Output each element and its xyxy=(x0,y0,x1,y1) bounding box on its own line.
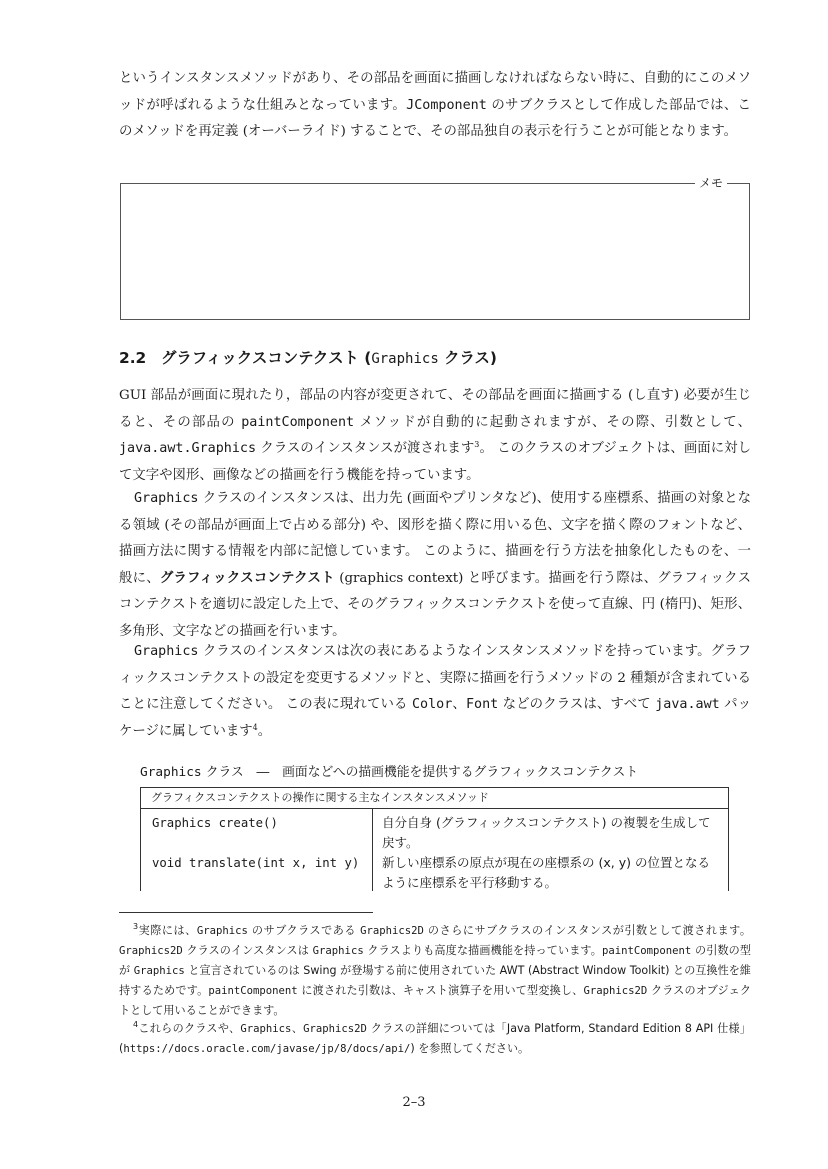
api-docs-link[interactable]: https://docs.oracle.com/javase/jp/8/docs/api/ xyxy=(123,1043,411,1055)
method-signature: void translate(int x, int y) xyxy=(152,856,360,870)
memo-label: メモ xyxy=(695,175,727,191)
footnote-4: $^4$これらのクラスや、Graphics、Graphics2D クラスの詳細については「Java Platform, Standard Edition 8 API 仕様」(https://docs.oracle.com/javase/jp/8/docs/api/) を参照してください。 xyxy=(119,1020,751,1055)
footnote-rule xyxy=(119,912,373,913)
footnote-ref-3[interactable]: 3 xyxy=(474,440,480,450)
method-description: 自分自身 (グラフィックスコンテクスト) の複製を生成して戻す。 xyxy=(382,815,711,850)
term-graphics-context: グラフィックスコンテクスト xyxy=(159,570,335,586)
method-description: 新しい座標系の原点が現在の座標系の (x, y) の位置となるように座標系を平行移動する。 xyxy=(382,855,710,890)
memo-box[interactable] xyxy=(120,176,750,320)
footnote-ref-4[interactable]: 4 xyxy=(252,722,258,732)
page-number: 2–3 xyxy=(402,1095,426,1110)
methods-table xyxy=(140,787,729,891)
table-caption: Graphics クラス ― 画面などへの描画機能を提供するグラフィックスコンテクスト xyxy=(140,765,639,780)
table-column-divider xyxy=(372,808,373,891)
section-title-code: Graphics xyxy=(371,351,439,367)
section-number: 2.2 xyxy=(119,349,147,367)
section-heading: 2.2 グラフィックスコンテクスト (Graphics クラス) xyxy=(119,345,751,372)
table-header: グラフィクスコンテクストの操作に関する主なインスタンスメソッド xyxy=(141,788,728,809)
paragraph-1: GUI 部品が画面に現れたり，部品の内容が変更されて、その部品を画面に描画する (し直す) 必要が生じると、その部品の paintComponent メソッドが自動的に起動されますが、その際、引数として、java.awt.Graphics クラスのインスタンスが渡されます$^3$。 このクラスのオブジェクトは、画面に対して文字や図形、画像などの描画を行う機能を持っています。 xyxy=(119,388,751,483)
paragraph-3: Graphics クラスのインスタンスは次の表にあるようなインスタンスメソッドを持っています。グラフィックスコンテクストの設定を変更するメソッドと、実際に描画を行うメソッドの 2 種類が含まれていることに注意してください。 この表に現れている Color、Font などのクラスは、すべて java.awt パッケージに属しています$^4$。 xyxy=(119,644,752,739)
paragraph-2: Graphics クラスのインスタンスは、出力先 (画面やプリンタなど)、使用する座標系、描画の対象となる領域 (その部品が画面上で占める部分) や、図形を描く際に用いる色、文字を描く際のフォントなど、描画方法に関する情報を内部に記憶しています。 このように、描画を行う方法を抽象化したものを、一般に、グラフィックスコンテクスト (graphics context) と呼びます。描画を行う際は、グラフィックスコンテクストを適切に設定した上で、そのグラフィックスコンテクストを使って直線、円 (楕円)、矩形、多角形、文字などの描画を行います。 xyxy=(119,491,752,639)
code-jcomponent: JComponent xyxy=(406,97,487,113)
footnote-3: $^3$実際には、Graphics のサブクラスである Graphics2D のさらにサブクラスのインスタンスが引数として渡されます。Graphics2D クラスのインスタンスは Graphics クラスよりも高度な描画機能を持っています。paintComponent の引数の型が Graphics と宣言されているのは Swing が登場する前に使用されていた AWT (Abstract Window Toolkit) との互換性を維持するためです。paintComponent に渡された引数は、キャスト演算子を用いて型変換し、Graphics2D クラスのオブジェクトとして用いることができます。 xyxy=(119,922,751,1017)
method-signature: Graphics create() xyxy=(152,816,278,830)
intro-paragraph: というインスタンスメソッドがあり、その部品を画面に描画しなければならない時に、自動的にこのメソッドが呼ばれるような仕組みとなっています。JComponent のサブクラスとして作成した部品では、このメソッドを再定義 (オーバーライド) することで、その部品独自の表示を行うことが可能となります。 xyxy=(119,71,751,140)
